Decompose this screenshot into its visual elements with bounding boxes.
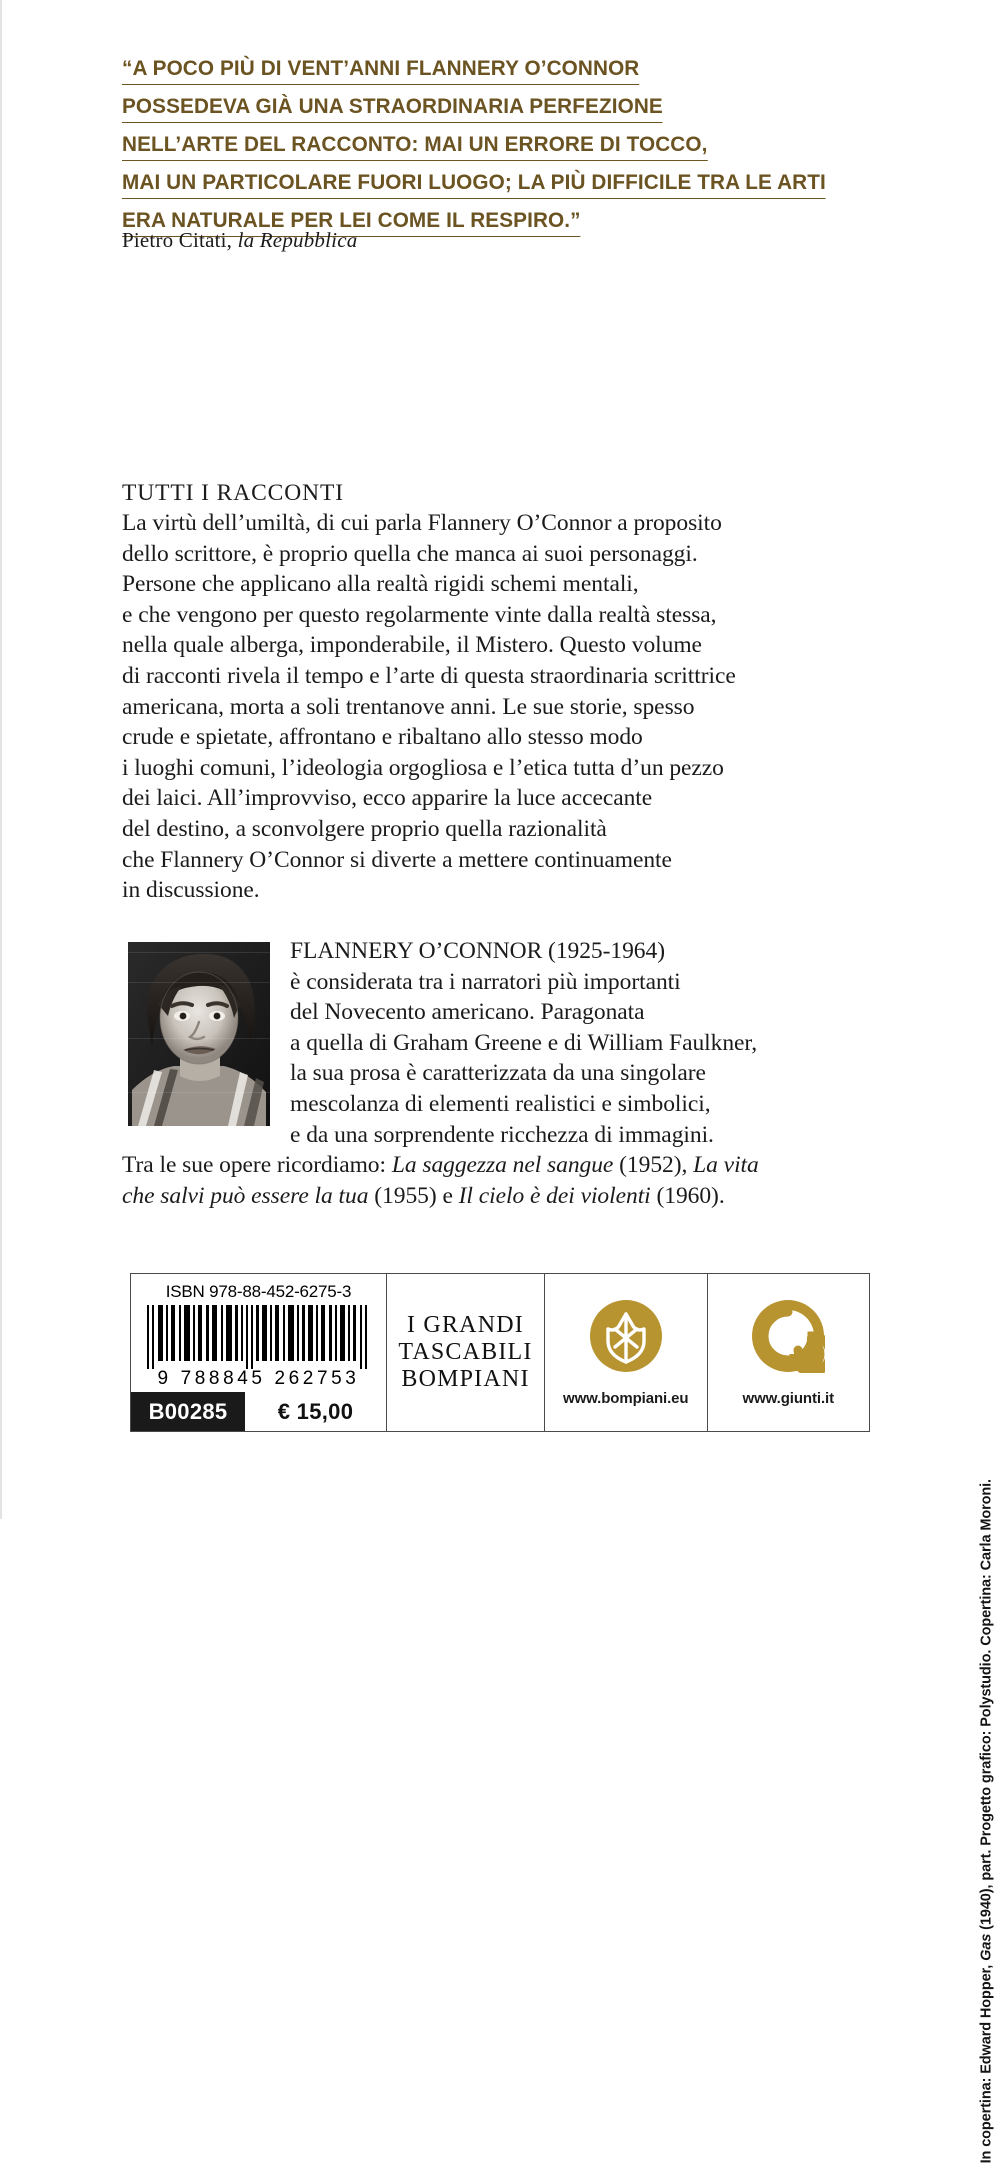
series-cell xyxy=(387,1274,545,1431)
attribution-publication: la Repubblica xyxy=(237,228,358,252)
quote-line: MAI UN PARTICOLARE FUORI LUOGO; LA PIÙ DIFFICILE TRA LE ARTI xyxy=(122,166,826,199)
cover-credit-text xyxy=(978,1479,994,2163)
work-year: (1955) e xyxy=(368,1182,459,1209)
bio-line: e da una sorprendente ricchezza di immagini. xyxy=(290,1121,714,1148)
bompiani-cell[interactable] xyxy=(545,1274,708,1431)
bio-line: del Novecento americano. Paragonata xyxy=(290,999,645,1026)
series-line: I GRANDI xyxy=(407,1312,524,1338)
barcode-bars xyxy=(145,1305,373,1369)
blurb-line: di racconti rivela il tempo e l’arte di questa straordinaria scrittrice xyxy=(122,662,736,689)
blurb-section xyxy=(122,478,882,906)
author-bio-section xyxy=(122,936,882,1211)
quote-line: “A POCO PIÙ DI VENT’ANNI FLANNERY O’CONNOR xyxy=(122,52,639,85)
barcode-area xyxy=(131,1274,386,1392)
bompiani-logo-icon xyxy=(589,1299,663,1378)
giunti-logo-icon xyxy=(751,1299,825,1378)
blurb-line: e che vengono per questo regolarmente vinte dalla realtà stessa, xyxy=(122,601,717,628)
work-year: (1952), xyxy=(613,1152,694,1179)
publisher-info-box xyxy=(130,1273,870,1432)
barcode-cell xyxy=(131,1274,387,1431)
blurb-line: del destino, a sconvolgere proprio quella razionalità xyxy=(122,815,607,842)
series-name xyxy=(398,1312,532,1393)
blurb-line: in discussione. xyxy=(122,877,260,904)
pull-quote xyxy=(122,52,826,242)
bio-line: mescolanza di elementi realistici e simbolici, xyxy=(290,1090,711,1117)
blurb-line: i luoghi comuni, l’ideologia orgogliosa e l’etica tutta d’un pezzo xyxy=(122,754,724,781)
bio-line: FLANNERY O’CONNOR (1925-1964) xyxy=(290,938,665,964)
blurb-line: che Flannery O’Connor si diverte a mettere continuamente xyxy=(122,846,672,873)
work-year: (1960). xyxy=(650,1182,725,1209)
work-title: che salvi può essere la tua xyxy=(122,1182,369,1209)
quote-line: NELL’ARTE DEL RACCONTO: MAI UN ERRORE DI TOCCO, xyxy=(122,128,707,161)
book-title: TUTTI I RACCONTI xyxy=(122,480,344,506)
attribution-author: Pietro Citati, xyxy=(122,228,233,252)
blurb-line: Persone che applicano alla realtà rigidi schemi mentali, xyxy=(122,571,639,598)
product-code: B00285 xyxy=(131,1392,245,1431)
credit-part-2: (1940), part. Progetto grafico: Polystudio. Copertina: Carla Moroni. xyxy=(978,1479,994,1934)
bio-line: è considerata tra i narratori più importanti xyxy=(290,968,681,995)
works-line xyxy=(122,1181,882,1212)
bio-line: a quella di Graham Greene e di William Faulkner, xyxy=(290,1029,758,1056)
series-line: TASCABILI xyxy=(398,1339,533,1365)
series-line: BOMPIANI xyxy=(401,1366,530,1392)
quote-attribution xyxy=(122,228,357,253)
blurb-line: dei laici. All’improvviso, ecco apparire la luce accecante xyxy=(122,785,653,812)
works-line xyxy=(122,1150,882,1181)
giunti-url[interactable]: www.giunti.it xyxy=(742,1389,834,1407)
code-price-row xyxy=(131,1392,386,1431)
isbn-label: ISBN 978-88-452-6275-3 xyxy=(165,1282,352,1301)
blurb-line: dello scrittore, è proprio quella che manca ai suoi personaggi. xyxy=(122,540,698,567)
credit-part-1: In copertina: Edward Hopper, xyxy=(978,1960,994,2163)
author-works-list xyxy=(122,1150,882,1211)
bompiani-url[interactable]: www.bompiani.eu xyxy=(563,1389,689,1407)
bio-line: la sua prosa è caratterizzata da una singolare xyxy=(290,1060,706,1087)
quote-line: POSSEDEVA GIÀ UNA STRAORDINARIA PERFEZIONE xyxy=(122,90,663,123)
author-bio-text xyxy=(290,936,882,1150)
works-intro: Tra le sue opere ricordiamo: xyxy=(122,1152,392,1179)
author-photo xyxy=(128,942,270,1126)
barcode-digits: 9 788845 262753 xyxy=(157,1368,360,1389)
price-label: € 15,00 xyxy=(277,1398,354,1424)
work-title: Il cielo è dei violenti xyxy=(458,1182,651,1209)
work-title: La saggezza nel sangue xyxy=(391,1152,614,1179)
quote-line: ERA NATURALE PER LEI COME IL RESPIRO.” xyxy=(122,204,581,237)
credit-artwork-title: Gas xyxy=(978,1933,994,1961)
blurb-line: La virtù dell’umiltà, di cui parla Flannery O’Connor a proposito xyxy=(122,510,722,536)
giunti-cell[interactable] xyxy=(708,1274,870,1431)
blurb-line: nella quale alberga, imponderabile, il Mistero. Questo volume xyxy=(122,632,702,659)
blurb-line: americana, morta a soli trentanove anni. Le sue storie, spesso xyxy=(122,693,695,720)
blurb-line: crude e spietate, affrontano e ribaltano allo stesso modo xyxy=(122,724,643,751)
work-title: La vita xyxy=(693,1152,759,1179)
